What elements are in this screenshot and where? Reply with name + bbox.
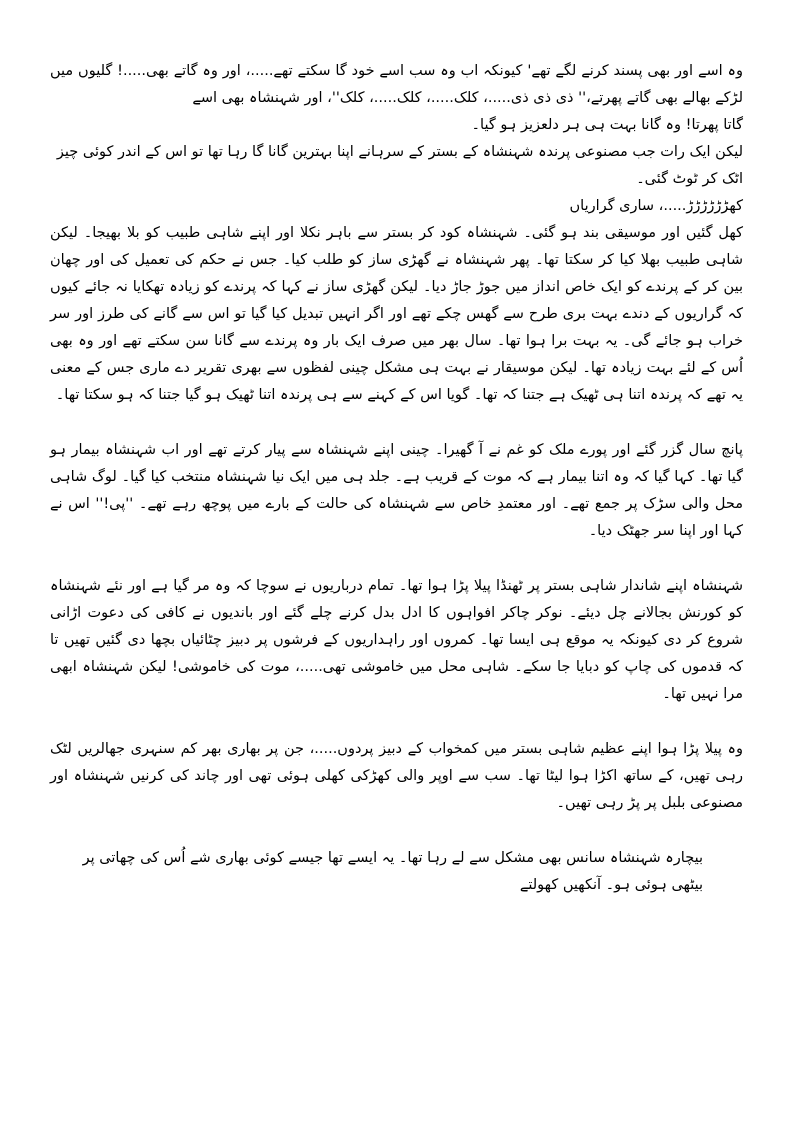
paragraph-1: وہ اسے اور بھی پسند کرنے لگے تھے' کیونکہ اب وہ سب اسے خود گا سکتے تھے.....، اور وہ گاتے بھی.....! گلیوں میں لڑکے بھالے بھی گاتے پھرتے،'' ذی ذی ذی.....، کلک.....، کلک.....، کلک''، اور شہنشاہ بھی اسے — [50, 63, 743, 106]
paragraph-7: شہنشاہ اپنے شاندار شاہی بستر پر ٹھنڈا پیلا پڑا ہوا تھا۔ تمام درباریوں نے سوچا کہ وہ مر گیا ہے اور نئے شہنشاہ کو کورنش بجالانے چل دیئے۔ نوکر چاکر افواہوں کا ادل بدل کرنے چلے گئے اور باندیوں نے کافی کی دعوت اڑانی شروع کر دی کیونکہ یہ موقع ہی ایسا تھا۔ کمروں اور راہداریوں کے فرشوں پر دبیز چٹائیاں بچھا دی گئیں تھیں تا کہ قدموں کی چاپ کو دبایا جا سکے۔ شاہی محل میں خاموشی تھی.....، موت کی خاموشی! لیکن شہنشاہ ابھی مرا نہیں تھا۔ — [50, 578, 743, 702]
page-body — [50, 58, 743, 899]
paragraph-4: کھڑڑڑڑڑڑ.....، ساری گراریاں — [569, 198, 743, 214]
paragraph-2: گاتا پھرتا! وہ گانا بہت ہی ہر دلعزیز ہو گیا۔ — [471, 117, 743, 133]
paragraph-3: لیکن ایک رات جب مصنوعی پرندہ شہنشاہ کے بستر کے سرہانے اپنا بہترین گانا گا رہا تھا تو اس کے اندر کوئی چیز اٹک کر ٹوٹ گئی۔ — [56, 144, 743, 187]
paragraph-9: بیچارہ شہنشاہ سانس بھی مشکل سے لے رہا تھا۔ یہ ایسے تھا جیسے کوئی بھاری شے اُس کی چھاتی پر بیٹھی ہوئی ہو۔ آنکھیں کھولتے — [82, 850, 703, 893]
paragraph-8: وہ پیلا پڑا ہوا اپنے عظیم شاہی بستر میں کمخواب کے دبیز پردوں.....، جن پر بھاری بھر کم سنہری جھالریں لٹک رہی تھیں، کے ساتھ اکڑا ہوا لیٹا تھا۔ سب سے اوپر والی کھڑکی کھلی ہوئی تھی اور چاند کی کرنیں شہنشاہ اور مصنوعی بلبل پر پڑ رہی تھیں۔ — [50, 741, 743, 811]
paragraph-5: کھل گئیں اور موسیقی بند ہو گئی۔ شہنشاہ کود کر بستر سے باہر نکلا اور اپنے شاہی طبیب کو بلا بھیجا۔ لیکن شاہی طبیب بھلا کیا کر سکتا تھا۔ پھر شہنشاہ نے گھڑی ساز کو طلب کیا۔ جس نے حکم کی تعمیل کی اور چھان بین کر کے پرندے کو ایک خاص انداز میں جوڑ جاڑ دیا۔ لیکن گھڑی ساز نے کہا کہ پرندے کو زیادہ تھکایا نہ جائے کیوں کہ گراریوں کے دندے بہت بری طرح سے گھس چکے تھے اور اگر انہیں تبدیل کیا گیا تو اس سے گانے کی طرز اور سر خراب ہو جائے گی۔ یہ بہت برا ہوا تھا۔ سال بھر میں صرف ایک بار وہ پرندے سے گانا سن سکتے تھے اور وہ بھی اُس کے لئے بہت زیادہ تھا۔ لیکن موسیقار نے بہت ہی مشکل چینی لفظوں سے بھری تقریر دے ماری جس کے معنی یہ تھے کہ پرندہ اتنا ہی ٹھیک ہے جتنا کہ تھا۔ گویا اس کے کہنے سے ہی پرندہ اتنا ٹھیک ہو گیا جتنا کہ ہو سکتا تھا۔ — [50, 225, 743, 403]
paragraph-6: پانچ سال گزر گئے اور پورے ملک کو غم نے آ گھیرا۔ چینی اپنے شہنشاہ سے پیار کرتے تھے اور اب شہنشاہ بیمار ہو گیا تھا۔ کہا گیا کہ وہ اتنا بیمار ہے کہ موت کے قریب ہے۔ جلد ہی میں ایک نیا شہنشاہ منتخب کیا گیا۔ لوگ شاہی محل والی سڑک پر جمع تھے۔ اور معتمدِ خاص سے شہنشاہ کی حالت کے بارے میں پوچھ رہے تھے۔ ''پی!'' اس نے کہا اور اپنا سر جھٹک دیا۔ — [50, 442, 743, 539]
